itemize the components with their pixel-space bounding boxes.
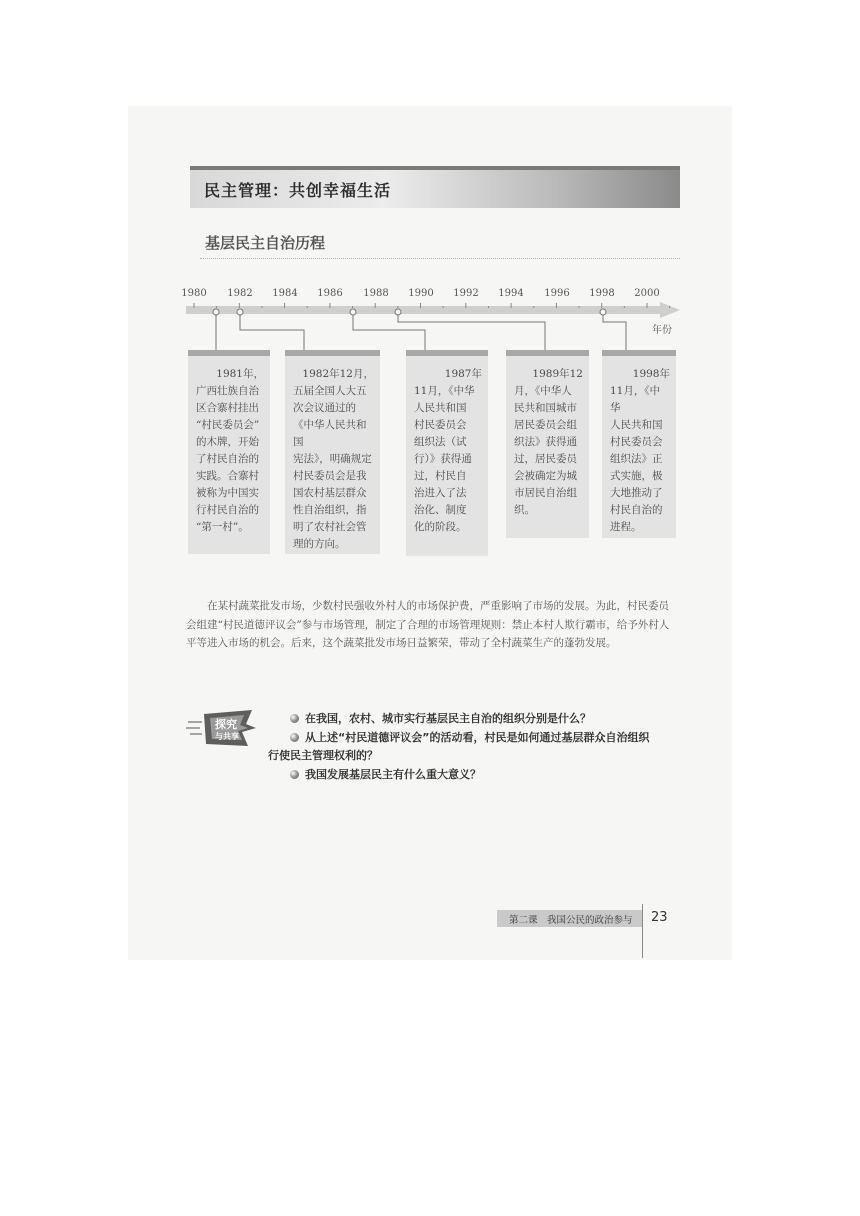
card-line: “第一村”。	[196, 521, 249, 533]
question-3-text: 我国发展基层民主有什么重大意义？	[305, 768, 481, 781]
connector-1989	[398, 314, 545, 350]
card-line: 组织法（试	[414, 436, 467, 448]
year-label: 1980	[181, 288, 207, 299]
question-1-text: 在我国，农村、城市实行基层民主自治的组织分别是什么？	[305, 712, 591, 725]
marker-1989	[395, 309, 401, 315]
card-line: 进程。	[610, 521, 642, 533]
card-line: 大地推动了	[610, 487, 663, 499]
year-label: 1994	[498, 288, 524, 299]
bullet-icon	[290, 770, 299, 779]
card-line: 月，《中华人	[514, 385, 572, 397]
card-line: 织。	[514, 504, 535, 516]
card-line: 市居民自治组	[514, 487, 577, 499]
footer-divider	[642, 904, 643, 958]
marker-1998	[600, 309, 606, 315]
card-line: 治进入了法	[414, 487, 467, 499]
card-line: 村民委员会是我	[293, 470, 367, 482]
timeline-bar	[186, 306, 660, 314]
card-line: 居民委员会组	[514, 419, 577, 431]
page-title: 民主管理：共创幸福生活	[204, 181, 392, 200]
card-line: 11月，《中华	[414, 385, 475, 397]
card-line: 理的方向。	[293, 538, 346, 550]
card-line: 人民共和国	[414, 402, 467, 414]
card-line: 1987年	[444, 368, 482, 380]
explore-share-badge-icon	[186, 708, 260, 748]
card-line: 了村民自治的	[196, 453, 259, 465]
card-line: 1998年	[632, 368, 670, 380]
year-label: 1992	[453, 288, 479, 299]
year-label: 1986	[317, 288, 343, 299]
card-line: 1989年12	[532, 368, 583, 380]
card-line: 会被确定为城	[514, 470, 577, 482]
card-line: 五届全国人大五	[293, 385, 367, 397]
card-line: 村民委员会	[610, 436, 663, 448]
case-paragraph: 在某村蔬菜批发市场，少数村民强收外村人的市场保护费，严重影响了市场的发展。为此，村民委员会组建“村民道德评议会”参与市场管理，制定了合理的市场管理规则：禁止本村人欺行霸市，给予外村人平等进入市场的机会。后来，这个蔬菜批发市场日益繁荣，带动了全村蔬菜生产的蓬勃发展。	[186, 600, 670, 649]
card-line: 民共和国城市	[514, 402, 577, 414]
year-label: 1984	[272, 288, 298, 299]
question-3	[290, 766, 481, 782]
card-line: 人民共和国	[610, 419, 663, 431]
bullet-icon	[290, 733, 299, 742]
marker-1982	[237, 309, 243, 315]
card-line: 织法》获得通	[514, 436, 577, 448]
card-line: 式实施，极	[610, 470, 663, 482]
card-line: 行村民自治的	[196, 504, 259, 516]
footer-chapter-band	[497, 910, 642, 927]
bullet-icon	[290, 714, 299, 723]
year-label: 1990	[408, 288, 434, 299]
footer-chapter-title: 第二课 我国公民的政治参与	[509, 915, 633, 926]
timeline-connectors	[216, 314, 626, 350]
year-label: 2000	[634, 288, 660, 299]
card-line: 村民委员会	[414, 419, 467, 431]
question-1	[290, 710, 591, 726]
timeline-card-1998	[602, 350, 676, 538]
card-line: 宪法》，明确规定	[293, 453, 372, 465]
question-2-continued: 行使民主管理权利的？	[268, 749, 378, 762]
card-line: 明了农村社会管	[293, 521, 367, 533]
card-line: 被称为中国实	[196, 487, 259, 499]
timeline	[0, 0, 860, 400]
timeline-arrow	[660, 302, 680, 318]
timeline-card-1982	[285, 350, 380, 554]
axis-unit-label: 年份	[652, 325, 672, 336]
card-line: 行）》获得通	[414, 453, 472, 465]
card-line: 组织法》正	[610, 453, 663, 465]
card-line: 国农村基层群众	[293, 487, 367, 499]
card-line: 过，村民自	[414, 470, 467, 482]
card-line: 广西壮族自治	[196, 385, 259, 397]
year-label: 1996	[544, 288, 570, 299]
connector-1982	[240, 314, 304, 350]
card-line: 治化、制度	[414, 504, 467, 516]
timeline-card-1987	[406, 350, 488, 556]
marker-1981	[213, 309, 219, 315]
card-line: 过，居民委员	[514, 453, 577, 465]
timeline-card-1981	[188, 350, 270, 554]
question-2	[290, 729, 649, 745]
year-label: 1982	[227, 288, 253, 299]
section-title: 基层民主自治历程	[205, 234, 326, 252]
card-line: 《中华人民共和国	[293, 419, 367, 448]
card-line: 1982年12月，	[302, 368, 374, 380]
card-line: 区合寨村挂出	[196, 402, 259, 414]
svg-text:与共享: 与共享	[215, 732, 239, 741]
card-line: 11月，《中华	[610, 385, 661, 414]
year-label: 1998	[589, 288, 615, 299]
year-label: 1988	[363, 288, 389, 299]
page-number: 23	[651, 910, 668, 925]
card-line: 村民自治的	[610, 504, 663, 516]
card-line: 的木牌，开始	[196, 436, 259, 448]
marker-1987	[350, 309, 356, 315]
card-line: 1981年，	[216, 368, 264, 380]
connector-1987	[353, 314, 425, 350]
card-line: “村民委员会”	[196, 419, 260, 431]
svg-text:探究: 探究	[215, 718, 237, 731]
question-2-text-line1: 从上述“村民道德评议会”的活动看，村民是如何通过基层群众自治组织	[305, 731, 650, 744]
timeline-card-1989	[506, 350, 589, 538]
card-line: 实践。合寨村	[196, 470, 259, 482]
card-line: 性自治组织，指	[293, 504, 367, 516]
card-line: 化的阶段。	[414, 521, 467, 533]
connector-1998	[603, 314, 626, 350]
card-line: 次会议通过的	[293, 402, 356, 414]
